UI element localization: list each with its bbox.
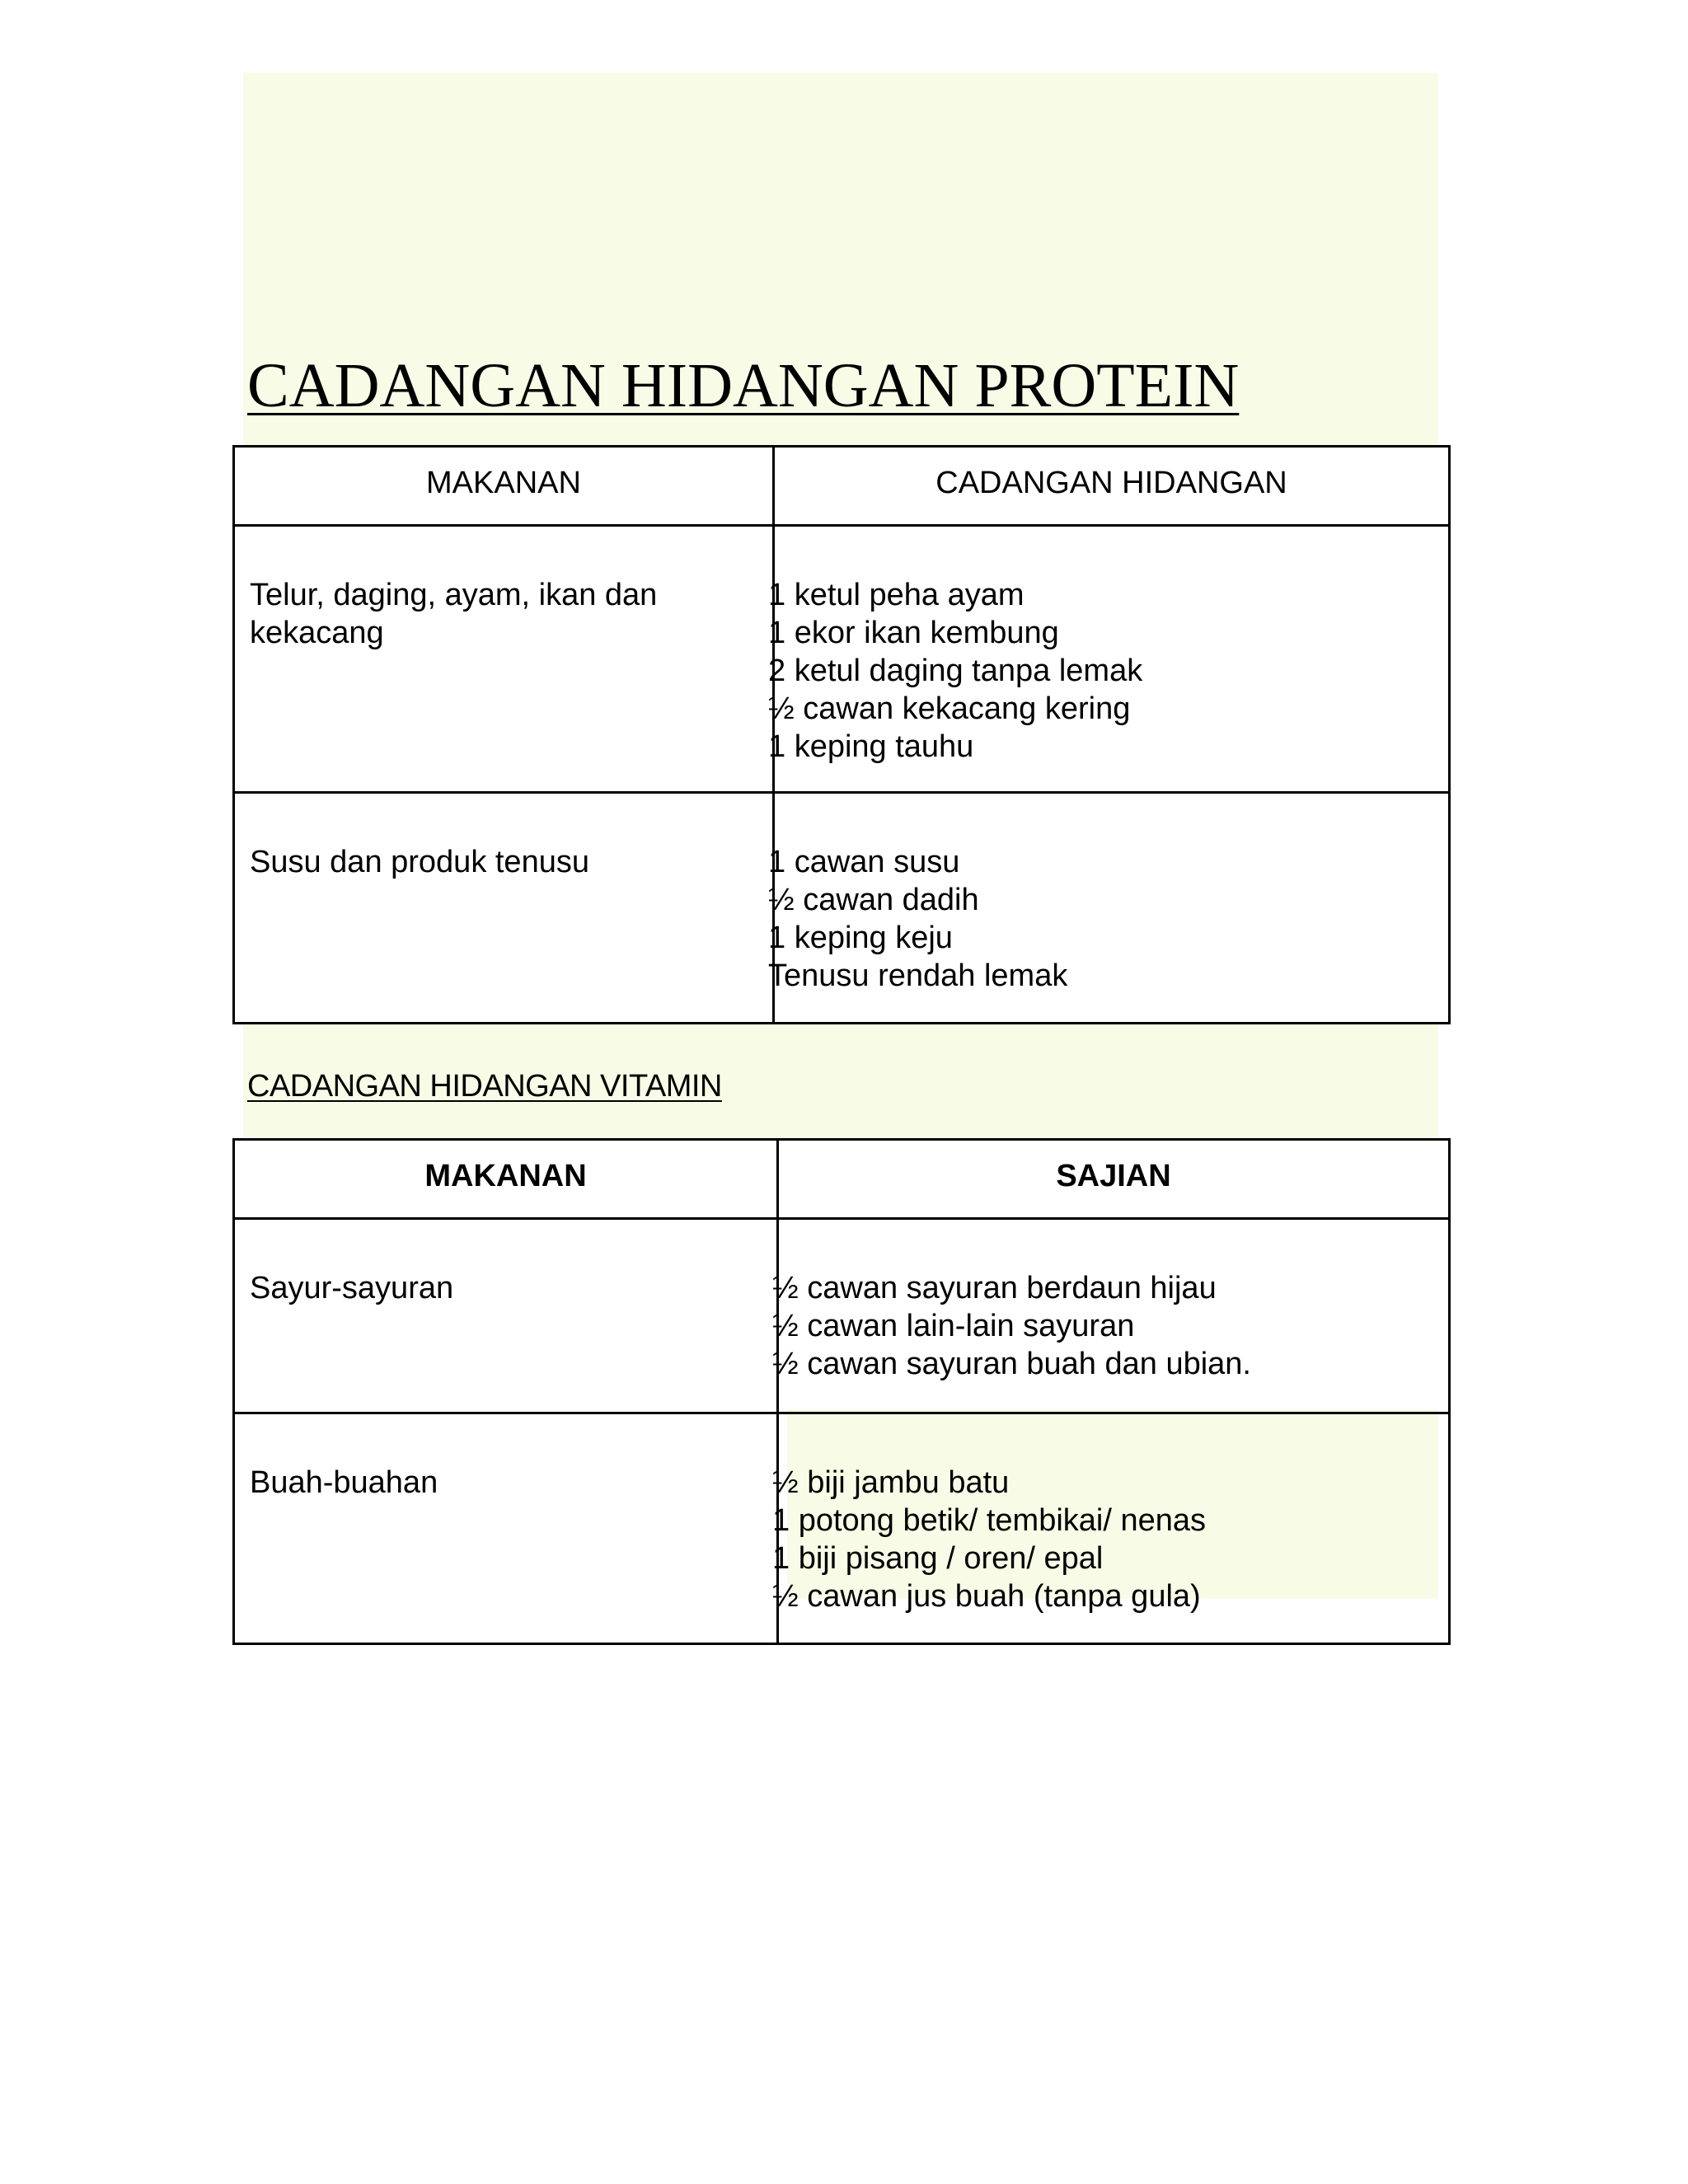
list-item: ½ biji jambu batu	[772, 1465, 1010, 1500]
vitamin-table	[232, 1138, 1451, 1645]
vitamin-row1-servings	[772, 1269, 1448, 1383]
protein-row2-food: Susu dan produk tenusu	[250, 845, 589, 879]
table-row	[234, 526, 1450, 793]
protein-row2-servings-cell	[768, 793, 1450, 1024]
list-item: 1 ekor ikan kembung	[768, 616, 1059, 650]
list-item: Tenusu rendah lemak	[768, 958, 1068, 993]
list-item: ½ cawan dadih	[768, 883, 979, 917]
list-item: 1 keping keju	[768, 921, 953, 955]
protein-table	[232, 445, 1451, 1024]
protein-row1-food: Telur, daging, ayam, ikan dan kekacang	[250, 578, 658, 650]
list-item: ½ cawan sayuran berdaun hijau	[772, 1271, 1217, 1305]
list-item: 1 biji pisang / oren/ epal	[772, 1541, 1104, 1576]
list-item: ½ cawan sayuran buah dan ubian.	[772, 1347, 1251, 1381]
protein-row1-servings-cell	[768, 526, 1450, 793]
list-item: ½ cawan jus buah (tanpa gula)	[772, 1579, 1201, 1614]
list-item: 2 ketul daging tanpa lemak	[768, 654, 1143, 688]
table-row	[234, 793, 1450, 1024]
vitamin-row2-food: Buah-buahan	[250, 1465, 438, 1500]
vitamin-section-title: CADANGAN HIDANGAN VITAMIN	[247, 1069, 722, 1104]
list-item: 1 keping tauhu	[768, 729, 974, 764]
list-item: ½ cawan kekacang kering	[768, 691, 1131, 726]
vitamin-row2-servings	[772, 1464, 1448, 1615]
protein-row1-food-cell	[234, 526, 774, 793]
protein-row2-food-cell	[234, 793, 774, 1024]
vitamin-row2-servings-cell	[772, 1413, 1450, 1644]
vitamin-header-makanan: MAKANAN	[234, 1140, 778, 1219]
protein-row2-servings	[768, 843, 1448, 995]
protein-section-title: CADANGAN HIDANGAN PROTEIN	[247, 351, 1240, 420]
protein-row1-servings	[768, 576, 1448, 766]
list-item: 1 ketul peha ayam	[768, 578, 1025, 612]
protein-header-makanan: MAKANAN	[234, 447, 774, 526]
protein-header-cadangan: CADANGAN HIDANGAN	[774, 447, 1450, 526]
vitamin-row1-food: Sayur-sayuran	[250, 1271, 454, 1305]
list-item: 1 potong betik/ tembikai/ nenas	[772, 1503, 1207, 1538]
table-row	[234, 1413, 1450, 1644]
list-item: ½ cawan lain-lain sayuran	[772, 1309, 1135, 1343]
vitamin-row2-food-cell	[234, 1413, 778, 1644]
table-row	[234, 1219, 1450, 1413]
vitamin-row1-food-cell	[234, 1219, 778, 1413]
vitamin-header-sajian: SAJIAN	[778, 1140, 1450, 1219]
vitamin-row1-servings-cell	[772, 1219, 1450, 1413]
list-item: 1 cawan susu	[768, 845, 960, 879]
